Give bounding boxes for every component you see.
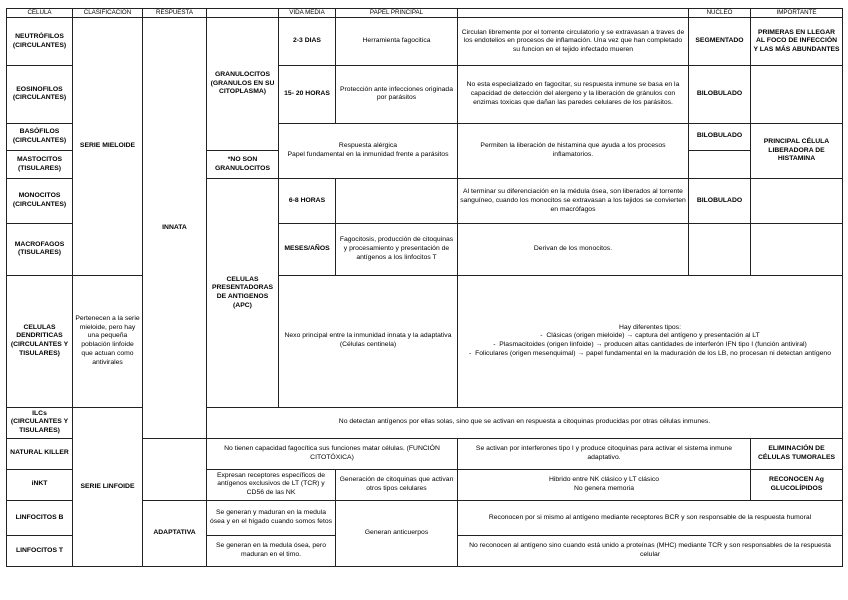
desc-monocitos: Al terminar su diferenciación en la médula ósea, son liberados al torrente sanguíneo, cuando los monocitos se extravasan a los tejidos se convierten en macrófagos — [458, 179, 689, 223]
nucleo-basofilos: BILOBULADO — [689, 123, 751, 150]
desc-eosinofilos: No esta especializado en fagocitar, su respuesta inmune se basa en la capacidad de detección del alergeno y la liberación de gránulos con enzimas toxicas que dañan las paredes celulares de los parásitos. — [458, 65, 689, 123]
cell-nk: NATURAL KILLER — [7, 438, 73, 469]
papel-linfocitos-t: Se generan en la medula ósea, pero maduran en el timo. — [207, 535, 336, 566]
importante-macrofagos — [751, 223, 843, 275]
cell-mastocitos: MASTOCITOS (TISULARES) — [7, 150, 73, 179]
nucleo-neutrofilos: SEGMENTADO — [689, 18, 751, 66]
papel-linfocitos-b: Se generan y maduran en la medula ósea y en el hígado cuando somos fetos — [207, 500, 336, 535]
papel-macrofagos: Fagocitosis, producción de citoquinas y procesamiento y presentación de antígenos a los linfocitos T — [336, 223, 458, 275]
nucleo-macrofagos — [689, 223, 751, 275]
header-vida-media: VIDA MEDIA — [279, 9, 336, 18]
clasificacion-mieloide: SERIE MIELOIDE — [73, 18, 143, 275]
row-dendriticas — [7, 275, 843, 407]
header-row — [7, 9, 843, 18]
desc-linfocitos-b: Reconocen por si mismo al antígeno mediante receptores BCR y son responsable de la respuesta humoral — [458, 500, 843, 535]
grupo-no-granulocitos: *NO SON GRANULOCITOS — [207, 150, 279, 179]
papel-neutrofilos: Herramienta fagocitica — [336, 18, 458, 66]
papel-anticuerpos: Generan anticuerpos — [336, 500, 458, 566]
vida-eosinofilos: 15- 20 HORAS — [279, 65, 336, 123]
nucleo-eosinofilos: BILOBULADO — [689, 65, 751, 123]
cell-macrofagos: MACROFAGOS (TISULARES) — [7, 223, 73, 275]
papel-eosinofilos: Protección ante infecciones originada por parásitos — [336, 65, 458, 123]
desc-baso-masto: Permiten la liberación de histamina que ayuda a los procesos inflamatorios. — [458, 123, 689, 179]
importante-monocitos — [751, 179, 843, 223]
vida-neutrofilos: 2-3 DIAS — [279, 18, 336, 66]
desc-macrofagos: Derivan de los monocitos. — [458, 223, 689, 275]
header-nucleo: NUCLEO — [689, 9, 751, 18]
papel-inkt-a: Expresan receptores específicos de antígenos exclusivos de LT (TCR) y CD56 de las NK — [207, 469, 336, 500]
header-grupo — [207, 9, 279, 18]
dendriticas-item-plasmacitoides: - Plasmacitoides (origen linfoide) → producen altas cantidades de interferón IFN tipo I (función antiviral) — [493, 341, 807, 349]
cell-linfocitos-b: LINFOCITOS B — [7, 500, 73, 535]
dendriticas-title: Hay diferentes tipos: — [619, 323, 681, 331]
cell-eosinofilos: EOSINOFILOS (CIRCULANTES) — [7, 65, 73, 123]
importante-inkt: RECONOCEN Ag GLUCOLÍPIDOS — [751, 469, 843, 500]
cell-basofilos: BASÓFILOS (CIRCULANTES) — [7, 123, 73, 150]
desc-dendriticas — [458, 275, 843, 407]
respuesta-innata-cont — [143, 438, 207, 500]
vida-macrofagos: MESES/AÑOS — [279, 223, 336, 275]
cell-ilcs: ILCs (CIRCULANTES Y TISULARES) — [7, 407, 73, 438]
papel-nk: No tienen capacidad fagocítica sus funciones matar células. (FUNCIÓN CITOTÓXICA) — [207, 438, 458, 469]
dendriticas-item-foliculares: - Foliculares (origen mesenquimal) → papel fundamental en la maduración de los LB, no procesan ni detectan antígeno — [469, 349, 831, 357]
papel-monocitos — [336, 179, 458, 223]
papel-baso-masto: Respuesta alérgica Papel fundamental en la inmunidad frente a parásitos — [279, 123, 458, 179]
papel-inkt-b: Generación de citoquinas que activan otros tipos celulares — [336, 469, 458, 500]
desc-linfocitos-t: No reconocen al antígeno sino cuando está unido a proteínas (MHC) mediante TCR y son responsables de la respuesta celular — [458, 535, 843, 566]
respuesta-innata: INNATA — [143, 18, 207, 439]
header-papel-principal: PAPEL PRINCIPAL — [336, 9, 458, 18]
importante-baso-masto: PRINCIPAL CÉLULA LIBERADORA DE HISTAMINA — [751, 123, 843, 179]
row-ilcs — [7, 407, 843, 438]
importante-eosinofilos — [751, 65, 843, 123]
respuesta-adaptativa: ADAPTATIVA — [143, 500, 207, 566]
nucleo-mastocitos — [689, 150, 751, 179]
cell-neutrofilos: NEUTRÓFILOS (CIRCULANTES) — [7, 18, 73, 66]
importante-nk: ELIMINACIÓN DE CÉLULAS TUMORALES — [751, 438, 843, 469]
importante-neutrofilos: PRIMERAS EN LLEGAR AL FOCO DE INFECCIÓN Y LAS MÁS ABUNDANTES — [751, 18, 843, 66]
desc-neutrofilos: Circulan libremente por el torrente circulatorio y se extravasan a traves de los endotelios en procesos de inflamación. Una vez que han completado su funcion en el tejido infectado mueren — [458, 18, 689, 66]
dendriticas-item-clasicas: - Clásicas (origen mieloide) → captura del antígeno y presentación al LT — [540, 332, 760, 340]
desc-nk: Se activan por interferones tipo I y produce citoquinas para activar el sistema inmune adaptativo. — [458, 438, 751, 469]
header-celula: CÉLULA — [7, 9, 73, 18]
nucleo-monocitos: BILOBULADO — [689, 179, 751, 223]
header-clasificacion: CLASIFICACIÓN — [73, 9, 143, 18]
cell-monocitos: MONOCITOS (CIRCULANTES) — [7, 179, 73, 223]
header-descripcion — [458, 9, 689, 18]
immune-cells-table — [6, 8, 843, 567]
vida-monocitos: 6-8 HORAS — [279, 179, 336, 223]
cell-dendriticas: CELULAS DENDRITICAS (CIRCULANTES Y TISULARES) — [7, 275, 73, 407]
cell-inkt: iNKT — [7, 469, 73, 500]
clasificacion-linfoide: SERIE LINFOIDE — [73, 407, 143, 566]
grupo-apc: CELULAS PRESENTADORAS DE ANTIGENOS (APC) — [207, 179, 279, 407]
header-respuesta: RESPUESTA — [143, 9, 207, 18]
header-importante: IMPORTANTE — [751, 9, 843, 18]
clasificacion-dendriticas-note: Pertenecen a la serie mieloide, pero hay una pequeña población linfoide que actuan como antivirales — [73, 275, 143, 407]
row-neutrofilos — [7, 18, 843, 66]
desc-inkt: Hibrido entre NK clásico y LT clásico No genera memoria — [458, 469, 751, 500]
papel-dendriticas: Nexo principal entre la inmunidad innata y la adaptativa (Células centinela) — [279, 275, 458, 407]
grupo-granulocitos: GRANULOCITOS (GRANULOS EN SU CITOPLASMA) — [207, 18, 279, 150]
cell-linfocitos-t: LINFOCITOS T — [7, 535, 73, 566]
papel-ilcs: No detectan antígenos por ellas solas, sino que se activan en respuesta a citoquinas producidas por otras células inmunes. — [207, 407, 843, 438]
